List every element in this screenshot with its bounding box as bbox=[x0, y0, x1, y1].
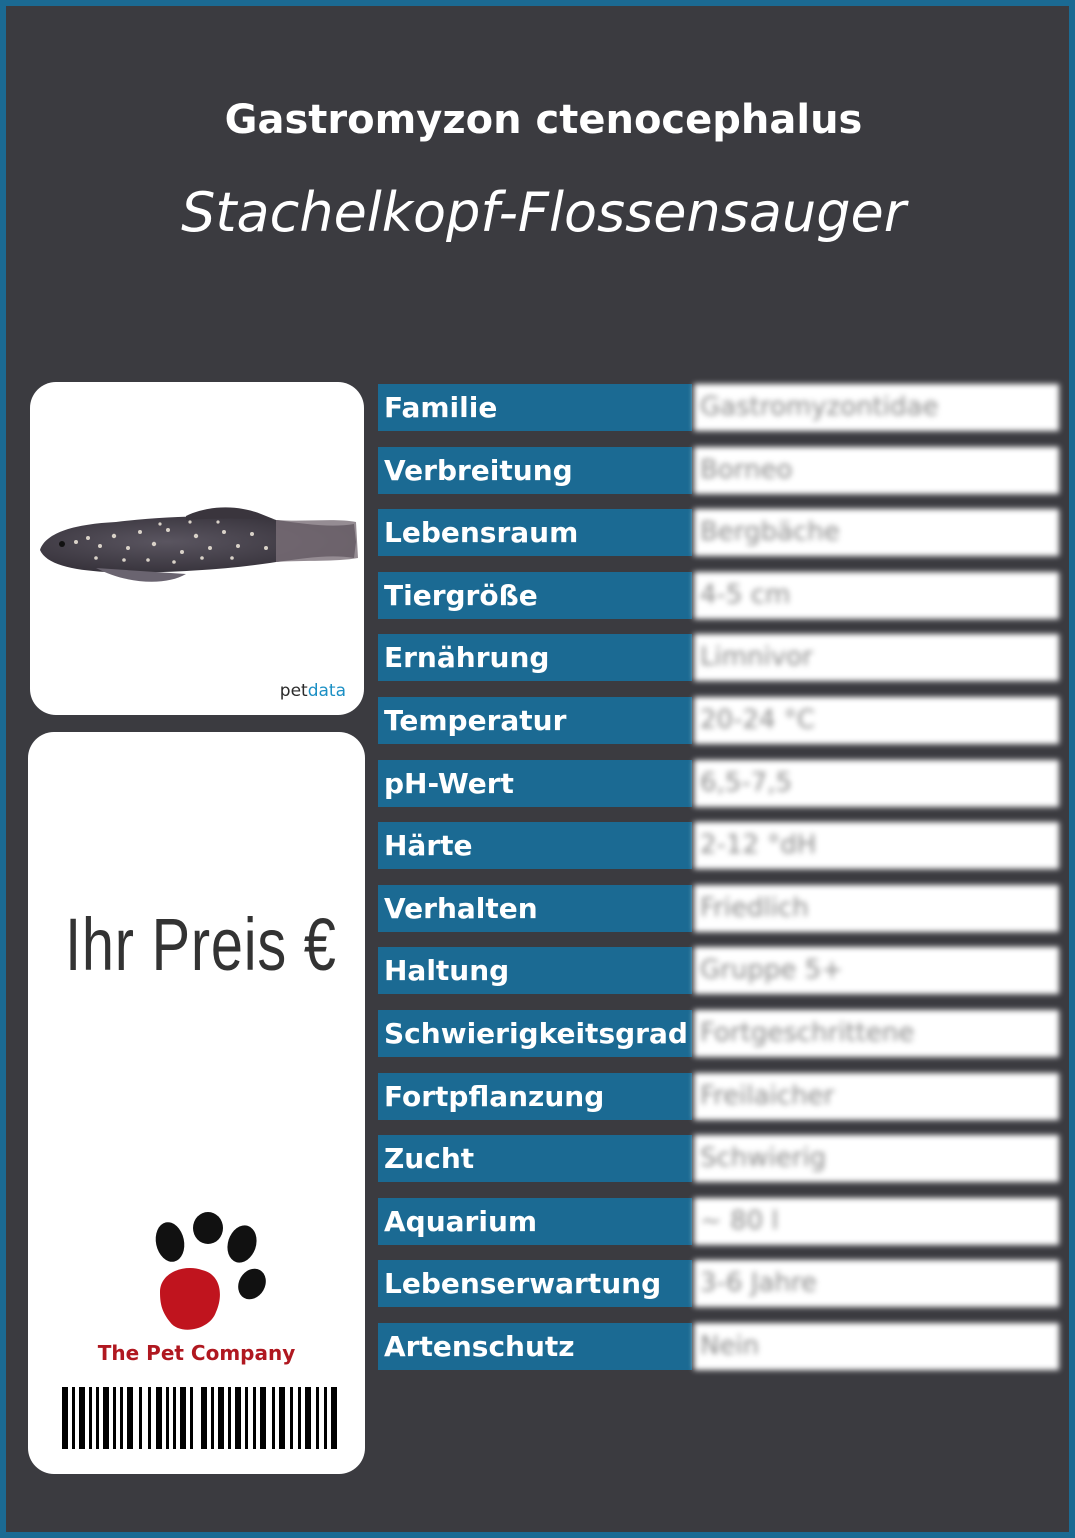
logo-accent: data bbox=[307, 681, 346, 701]
table-row bbox=[378, 509, 1059, 556]
row-value: Nein bbox=[694, 1323, 1059, 1370]
row-value: Limnivor bbox=[694, 634, 1059, 681]
row-value: Borneo bbox=[694, 447, 1059, 494]
price-label: Ihr Preis € bbox=[65, 903, 337, 986]
row-value: Gastromyzontidae bbox=[694, 384, 1059, 431]
row-value: Schwierig bbox=[694, 1135, 1059, 1182]
row-value: 6,5-7,5 bbox=[694, 760, 1059, 807]
fish-photo bbox=[36, 502, 360, 592]
row-label: Schwierigkeitsgrad bbox=[378, 1010, 692, 1057]
photo-card bbox=[30, 382, 364, 715]
page-title: Gastromyzon ctenocephalus bbox=[224, 97, 863, 143]
row-label: Ernährung bbox=[378, 634, 692, 681]
species-info-table bbox=[378, 384, 1059, 1386]
logo-prefix: pet bbox=[279, 681, 308, 701]
table-row bbox=[378, 572, 1059, 619]
row-label: Familie bbox=[378, 384, 692, 431]
table-row bbox=[378, 1323, 1059, 1370]
table-row bbox=[378, 822, 1059, 869]
row-value: Bergbäche bbox=[694, 509, 1059, 556]
table-row bbox=[378, 1010, 1059, 1057]
table-row bbox=[378, 1073, 1059, 1120]
table-row bbox=[378, 384, 1059, 431]
row-value: Friedlich bbox=[694, 885, 1059, 932]
row-label: Tiergröße bbox=[378, 572, 692, 619]
row-label: Haltung bbox=[378, 947, 692, 994]
page-subtitle: Stachelkopf-Flossensauger bbox=[181, 181, 906, 244]
table-row bbox=[378, 1135, 1059, 1182]
row-label: Verhalten bbox=[378, 885, 692, 932]
table-row bbox=[378, 1198, 1059, 1245]
row-value: Freilaicher bbox=[694, 1073, 1059, 1120]
row-label: Aquarium bbox=[378, 1198, 692, 1245]
table-row bbox=[378, 760, 1059, 807]
table-row bbox=[378, 447, 1059, 494]
row-value: 3-6 Jahre bbox=[694, 1260, 1059, 1307]
table-row bbox=[378, 697, 1059, 744]
row-label: Lebensraum bbox=[378, 509, 692, 556]
row-label: pH-Wert bbox=[378, 760, 692, 807]
company-name: The Pet Company bbox=[97, 1341, 296, 1365]
barcode bbox=[62, 1387, 338, 1449]
row-value: Fortgeschrittene bbox=[694, 1010, 1059, 1057]
paw-logo-icon bbox=[140, 1212, 270, 1340]
row-label: Lebenserwartung bbox=[378, 1260, 692, 1307]
table-row bbox=[378, 885, 1059, 932]
table-row bbox=[378, 634, 1059, 681]
row-label: Temperatur bbox=[378, 697, 692, 744]
table-row bbox=[378, 947, 1059, 994]
row-label: Verbreitung bbox=[378, 447, 692, 494]
row-value: 4-5 cm bbox=[694, 572, 1059, 619]
price-card bbox=[28, 732, 365, 1474]
row-label: Artenschutz bbox=[378, 1323, 692, 1370]
row-value: 20-24 °C bbox=[694, 697, 1059, 744]
row-label: Zucht bbox=[378, 1135, 692, 1182]
row-value: 2-12 °dH bbox=[694, 822, 1059, 869]
row-value: ~ 80 l bbox=[694, 1198, 1059, 1245]
table-row bbox=[378, 1260, 1059, 1307]
petdata-logo bbox=[280, 681, 346, 701]
row-label: Härte bbox=[378, 822, 692, 869]
row-label: Fortpflanzung bbox=[378, 1073, 692, 1120]
row-value: Gruppe 5+ bbox=[694, 947, 1059, 994]
